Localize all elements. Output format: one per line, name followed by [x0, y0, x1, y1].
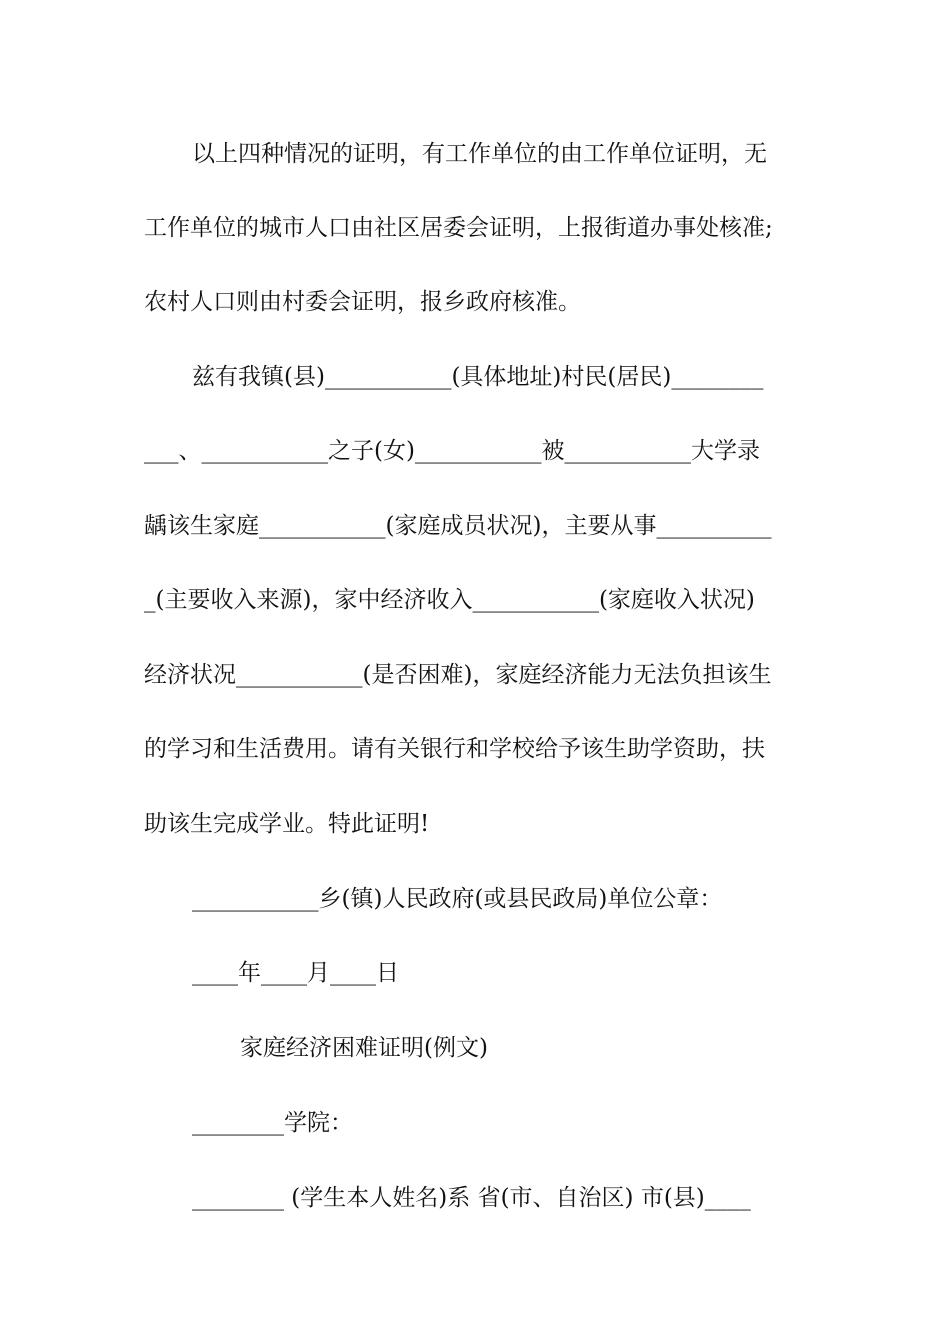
signature-line: ___________乡(镇)人民政府(或县民政局)单位公章： [192, 886, 723, 912]
paragraph-line: 龋该生家庭___________(家庭成员状况)，主要从事__________ [144, 513, 772, 539]
date-line: ____年____月____日 [192, 960, 399, 986]
paragraph-line: 经济状况___________(是否困难)，家庭经济能力无法负担该生 [144, 662, 772, 688]
paragraph-line: ___、___________之子(女)___________被___________大学录 [144, 438, 760, 464]
paragraph-line: 以上四种情况的证明，有工作单位的由工作单位证明，无 [192, 141, 767, 167]
paragraph-line: _(主要收入来源)，家中经济收入___________(家庭收入状况) [144, 587, 755, 613]
paragraph-line: ________ (学生本人姓名)系 省(市、自治区) 市(县)____ [192, 1185, 751, 1211]
paragraph-line: 农村人口则由村委会证明，报乡政府核准。 [144, 289, 581, 315]
paragraph-line: 的学习和生活费用。请有关银行和学校给予该生助学资助，扶 [144, 736, 765, 762]
paragraph-line: 工作单位的城市人口由社区居委会证明，上报街道办事处核准; [144, 215, 773, 241]
paragraph-line: 助该生完成学业。特此证明! [144, 811, 430, 837]
addressee-line: ________学院： [192, 1110, 353, 1136]
paragraph-line: 兹有我镇(县)___________(具体地址)村民(居民)________ [192, 364, 764, 390]
section-title: 家庭经济困难证明(例文) [240, 1035, 488, 1061]
